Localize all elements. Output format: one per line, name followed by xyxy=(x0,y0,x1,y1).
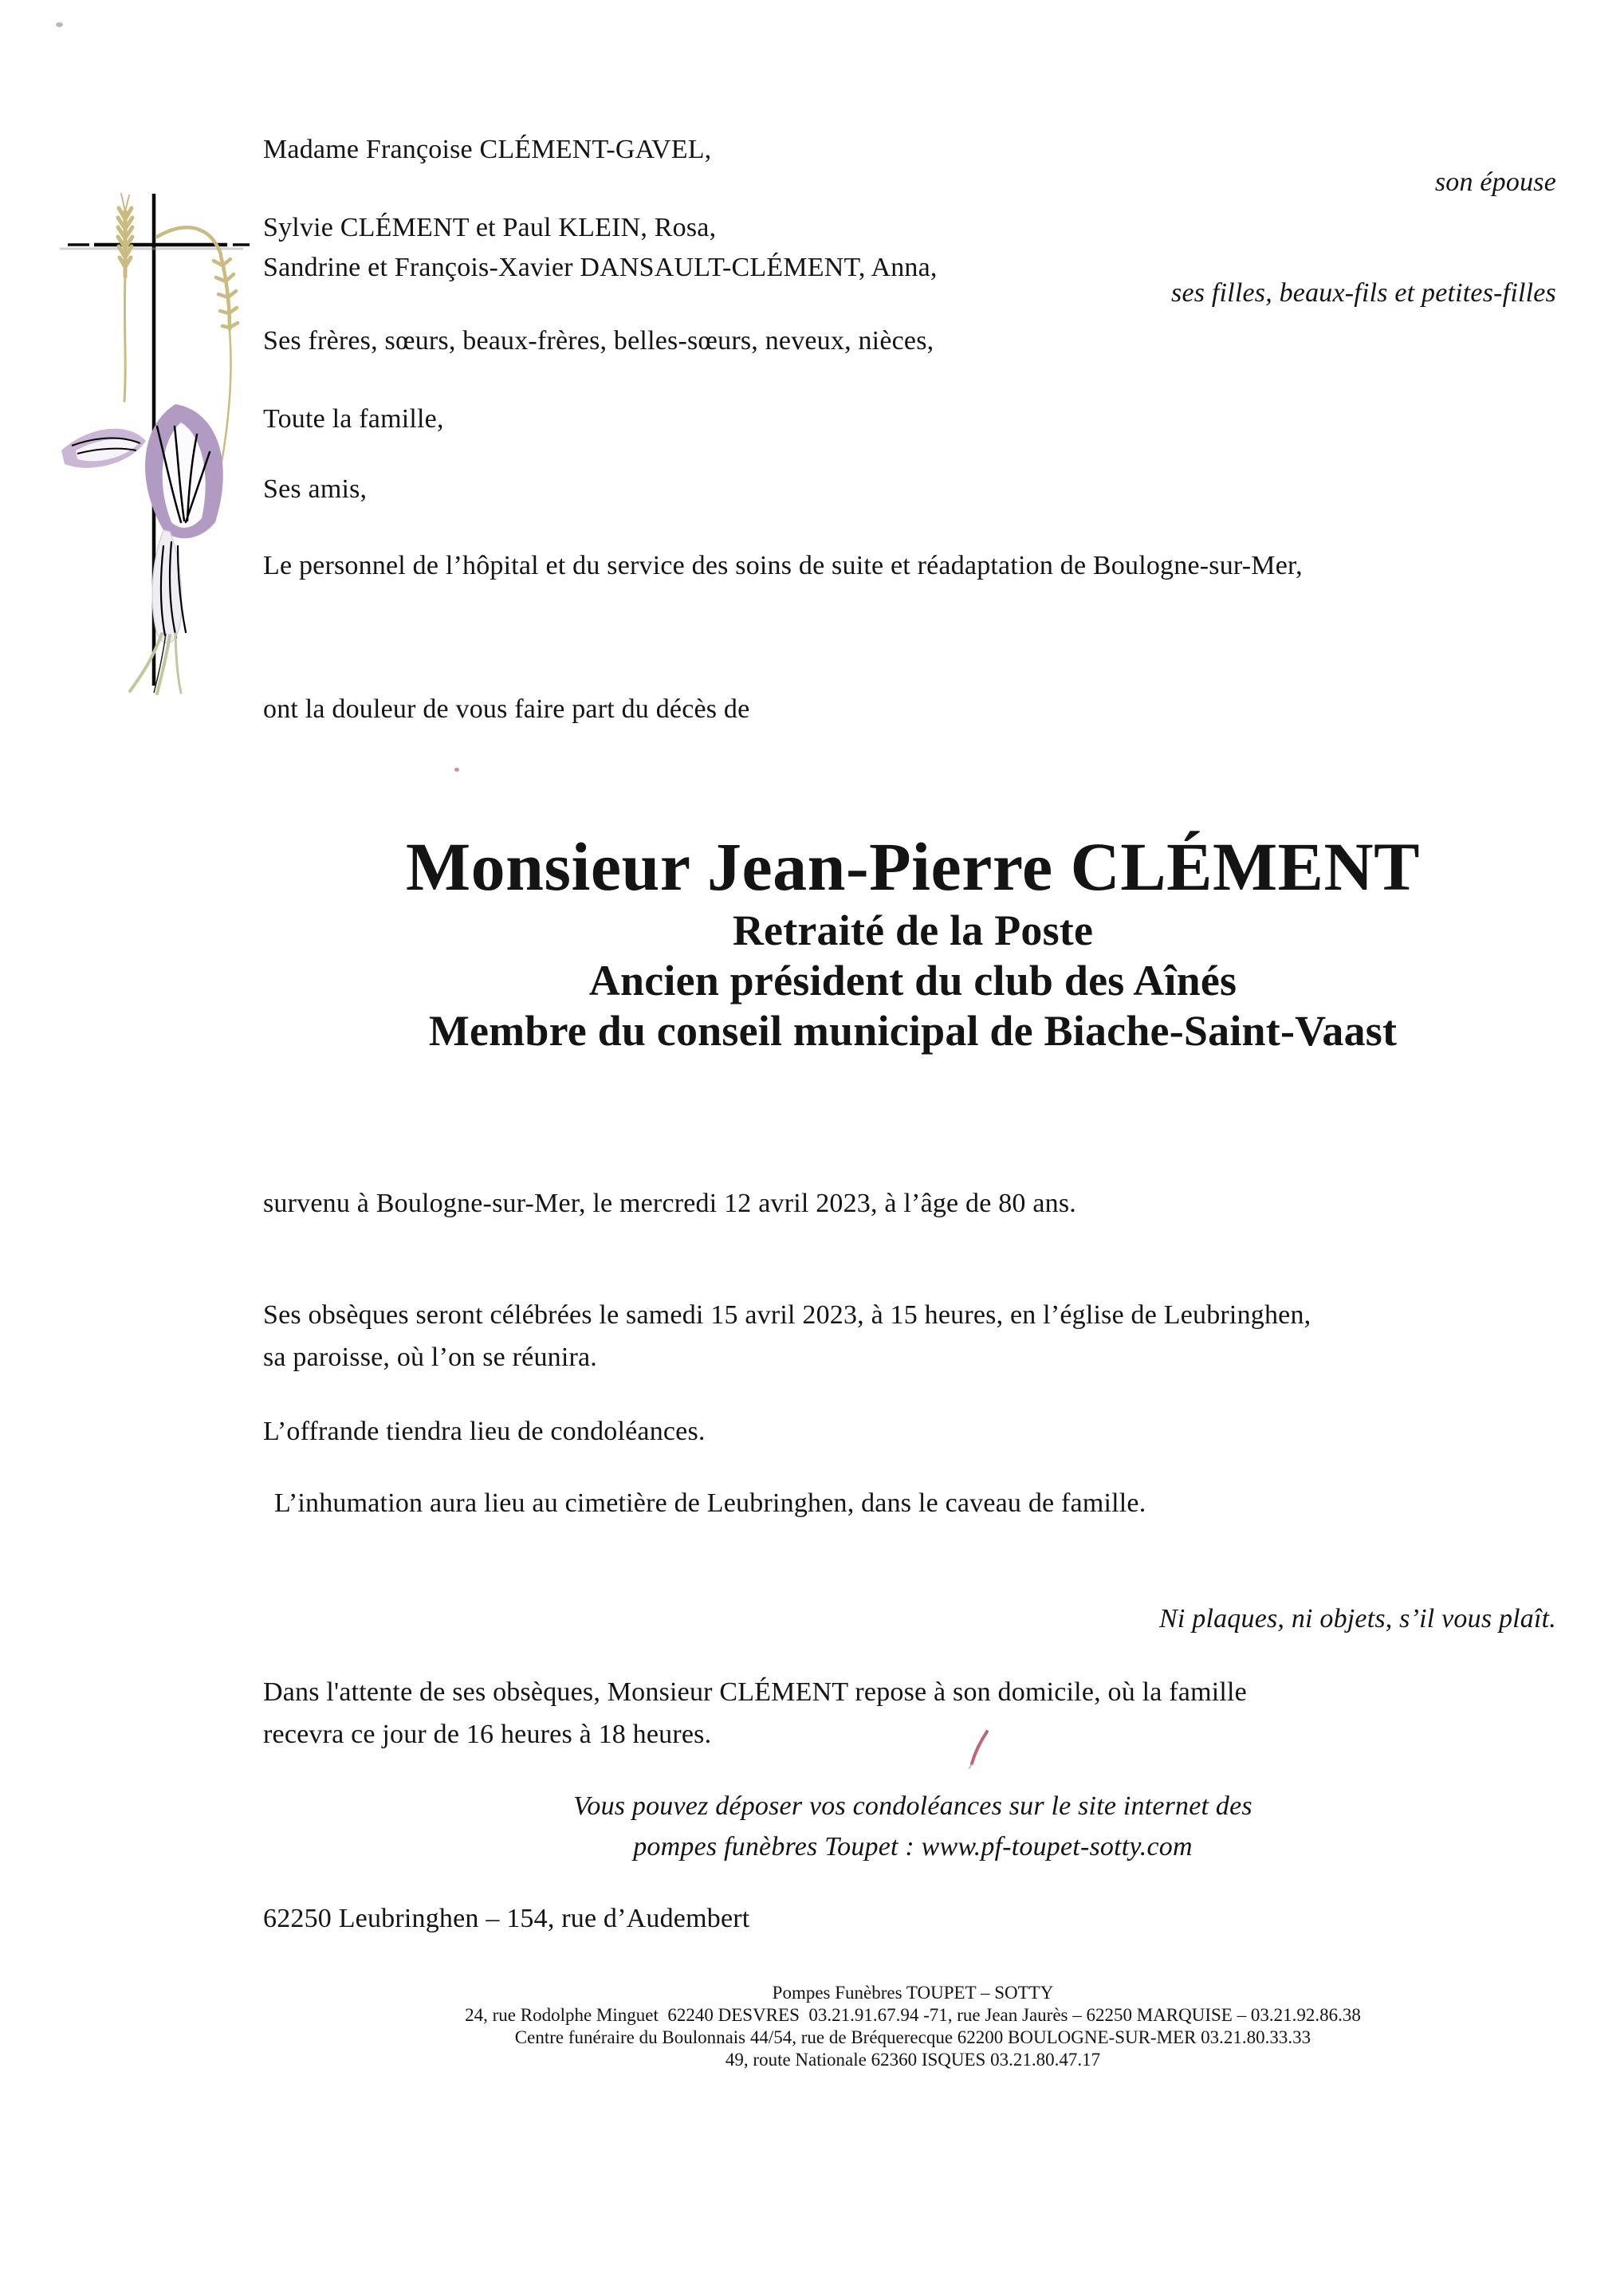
deceased-title-1: Retraité de la Poste xyxy=(732,906,1094,954)
offering-line: L’offrande tiendra lieu de condoléances. xyxy=(263,1417,706,1446)
page-title-deceased-name: Monsieur Jean-Pierre CLÉMENT xyxy=(405,828,1420,905)
no-plaques-line: Ni plaques, ni objets, s’il vous plaît. xyxy=(1159,1604,1556,1634)
announcement-line: ont la douleur de vous faire part du décès de xyxy=(263,694,750,724)
red-pen-mark xyxy=(966,1728,993,1770)
deceased-title-2: Ancien président du club des Aînés xyxy=(588,957,1237,1005)
deceased-title-3: Membre du conseil municipal de Biache-Saint-Vaast xyxy=(428,1007,1398,1055)
funeral-line-2: sa paroisse, où l’on se réunira. xyxy=(263,1343,597,1372)
daughters-line-2: Sandrine et François-Xavier DANSAULT-CLÉMENT, Anna, xyxy=(263,253,938,282)
death-details-line: survenu à Boulogne-sur-Mer, le mercredi 12 avril 2023, à l’âge de 80 ans. xyxy=(263,1189,1076,1218)
daughters-line-1: Sylvie CLÉMENT et Paul KLEIN, Rosa, xyxy=(263,213,717,242)
friends-line: Ses amis, xyxy=(263,474,368,504)
spouse-name-line: Madame Françoise CLÉMENT-GAVEL, xyxy=(263,135,712,164)
visitation-line-1: Dans l'attente de ses obsèques, Monsieur CLÉMENT repose à son domicile, où la famille xyxy=(263,1677,1247,1707)
family-line: Toute la famille, xyxy=(263,404,444,434)
burial-line: L’inhumation aura lieu au cimetière de Leubringhen, dans le caveau de famille. xyxy=(274,1488,1146,1518)
scan-speck-middle xyxy=(454,768,459,772)
funeral-home-name: Pompes Funèbres TOUPET – SOTTY xyxy=(772,1983,1054,2003)
funeral-home-footer xyxy=(263,1982,1563,2071)
cross-lilies-wheat-artwork xyxy=(44,187,251,698)
funeral-line-1: Ses obsèques seront célébrées le samedi 15 avril 2023, à 15 heures, en l’église de Leubringhen, xyxy=(263,1300,1311,1330)
spouse-relation-line: son épouse xyxy=(1434,167,1556,197)
funeral-home-address-2: Centre funéraire du Boulonnais 44/54, rue de Bréquerecque 62200 BOULOGNE-SUR-MER 03.21.80.33.33 xyxy=(514,2027,1311,2047)
funeral-home-address-1: 24, rue Rodolphe Minguet 62240 DESVRES 03.21.91.67.94 -71, rue Jean Jaurès – 62250 MARQUISE – 03.21.92.86.38 xyxy=(465,2005,1361,2025)
condolences-website-line-1: Vous pouvez déposer vos condoléances sur le site internet des xyxy=(573,1791,1252,1821)
calla-lily-flowers xyxy=(61,404,223,694)
daughters-relation-line: ses filles, beaux-fils et petites-filles xyxy=(1171,278,1556,308)
siblings-line: Ses frères, sœurs, beaux-frères, belles-sœurs, neveux, nièces, xyxy=(263,326,934,356)
scan-speck-top-left xyxy=(56,22,63,27)
home-address-line: 62250 Leubringhen – 154, rue d’Audembert xyxy=(263,1904,750,1933)
visitation-line-2: recevra ce jour de 16 heures à 18 heures. xyxy=(263,1720,712,1749)
hospital-staff-line: Le personnel de l’hôpital et du service des soins de suite et réadaptation de Boulogne-sur-Mer, xyxy=(263,551,1303,580)
condolences-website-line-2: pompes funèbres Toupet : www.pf-toupet-sotty.com xyxy=(633,1832,1193,1862)
funeral-home-address-3: 49, route Nationale 62360 ISQUES 03.21.80.47.17 xyxy=(725,2050,1101,2070)
